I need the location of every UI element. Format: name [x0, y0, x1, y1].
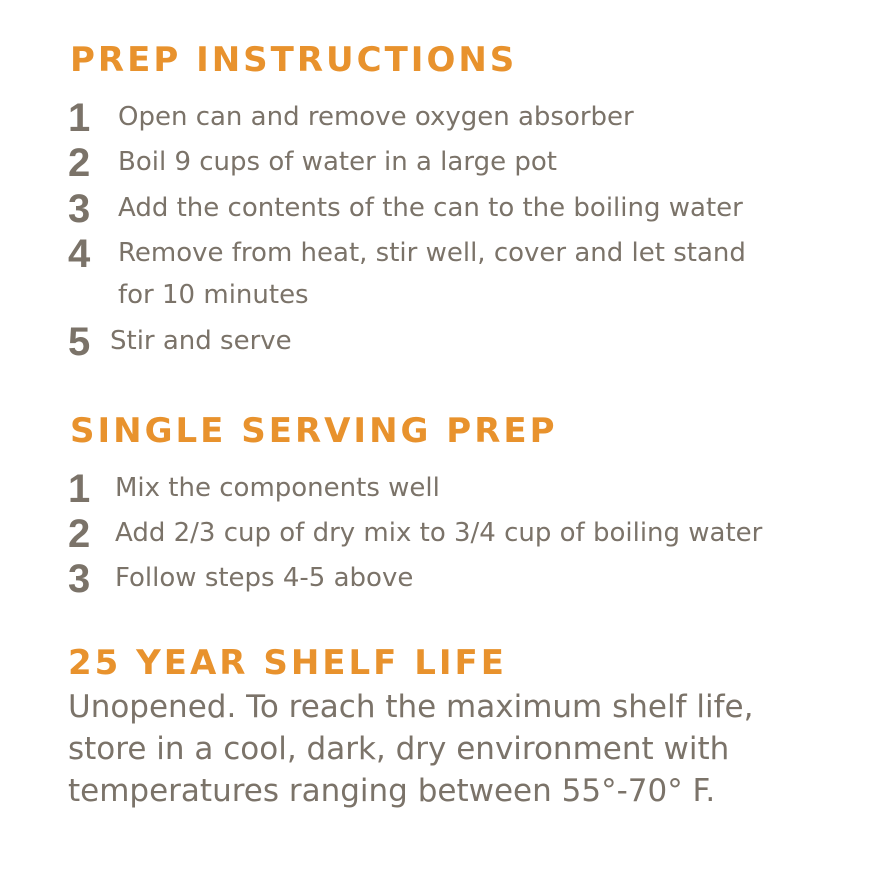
shelf-life-description	[68, 686, 858, 812]
step-number: 5	[68, 320, 91, 364]
shelf-life-line: store in a cool, dark, dry environment with	[68, 731, 730, 767]
step-number: 2	[68, 512, 91, 556]
prep-step	[68, 232, 868, 320]
shelf-life-line: Unopened. To reach the maximum shelf life,	[68, 689, 754, 725]
step-number: 4	[68, 232, 91, 276]
single-step	[68, 512, 868, 556]
shelf-life-heading: 25 YEAR SHELF LIFE	[68, 643, 507, 683]
prep-step	[68, 320, 868, 364]
step-text: Add the contents of the can to the boiling water	[118, 193, 743, 223]
step-text-continued: for 10 minutes	[118, 280, 309, 310]
prep-step	[68, 141, 868, 185]
step-text: Boil 9 cups of water in a large pot	[118, 147, 557, 177]
step-text: Follow steps 4-5 above	[115, 563, 414, 593]
step-text: Stir and serve	[110, 326, 292, 356]
single-step	[68, 557, 868, 601]
step-number: 1	[68, 467, 91, 511]
step-number: 2	[68, 141, 91, 185]
shelf-life-line: temperatures ranging between 55°-70° F.	[68, 773, 716, 809]
step-number: 1	[68, 96, 91, 140]
step-number: 3	[68, 557, 91, 601]
single-step	[68, 467, 868, 511]
step-text: Remove from heat, stir well, cover and let stand	[118, 238, 746, 268]
prep-step	[68, 96, 868, 140]
prep-instructions-heading: PREP INSTRUCTIONS	[70, 40, 518, 80]
prep-step	[68, 187, 868, 231]
step-text: Mix the components well	[115, 473, 440, 503]
step-text: Add 2/3 cup of dry mix to 3/4 cup of boiling water	[115, 518, 763, 548]
single-serving-heading: SINGLE SERVING PREP	[70, 411, 558, 451]
step-number: 3	[68, 187, 91, 231]
step-text: Open can and remove oxygen absorber	[118, 102, 634, 132]
